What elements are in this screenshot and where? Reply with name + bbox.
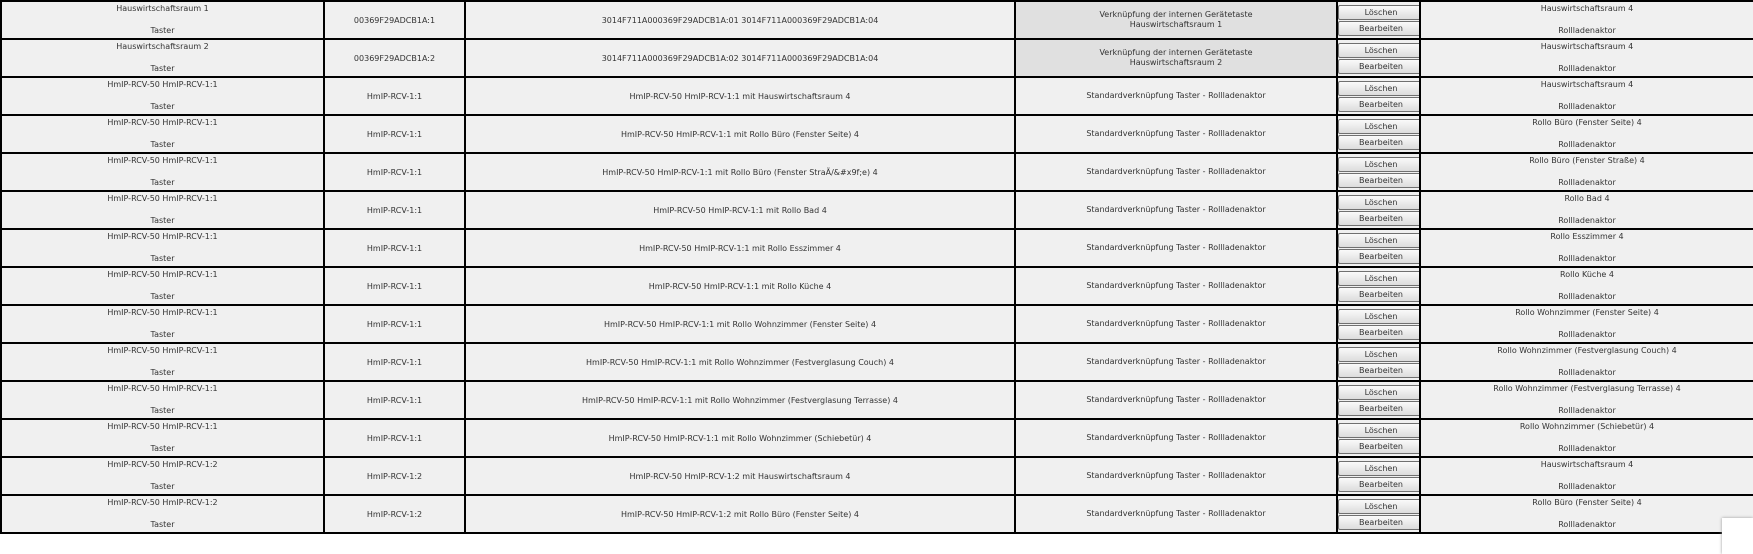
- sender-address-cell: [324, 77, 465, 115]
- receiver-name: Hauswirtschaftsraum 4: [1540, 4, 1634, 13]
- link-row: [1, 153, 1753, 191]
- description-cell: [1015, 267, 1337, 305]
- sender-name: HmIP-RCV-50 HmIP-RCV-1:1: [107, 270, 218, 279]
- receiver-cell: [1420, 115, 1753, 153]
- receiver-cell: [1420, 343, 1753, 381]
- link-name-cell: [465, 229, 1015, 267]
- receiver-cell: [1420, 229, 1753, 267]
- link-name-cell: [465, 191, 1015, 229]
- link-description-line: Standardverknüpfung Taster - Rollladenaktor: [1086, 509, 1266, 518]
- sender-type: Taster: [150, 444, 175, 453]
- link-row: [1, 267, 1753, 305]
- sender-address: HmIP-RCV-1:1: [366, 357, 423, 367]
- sender-cell: [1, 229, 324, 267]
- link-description: [1016, 129, 1336, 139]
- link-row: [1, 495, 1753, 533]
- link-name: HmIP-RCV-50 HmIP-RCV-1:2 mit Hauswirtschaftsraum 4: [629, 471, 851, 481]
- link-row: [1, 115, 1753, 153]
- receiver-cell: [1420, 305, 1753, 343]
- receiver-name: Hauswirtschaftsraum 4: [1540, 460, 1634, 469]
- actions-cell: [1337, 115, 1420, 153]
- actions-cell: [1337, 305, 1420, 343]
- link-description-line: Hauswirtschaftsraum 1: [1129, 20, 1223, 29]
- link-description: [1016, 395, 1336, 405]
- link-description-line: Hauswirtschaftsraum 2: [1129, 58, 1223, 67]
- sender-name: Hauswirtschaftsraum 1: [116, 4, 209, 13]
- sender-cell: [1, 343, 324, 381]
- delete-button[interactable]: Löschen: [1338, 461, 1420, 476]
- sender-type: Taster: [150, 482, 175, 491]
- link-description-line: Standardverknüpfung Taster - Rollladenaktor: [1086, 91, 1266, 100]
- sender-type: Taster: [150, 26, 175, 35]
- receiver-cell: [1420, 1, 1753, 39]
- sender-address-cell: [324, 229, 465, 267]
- sender-address-cell: [324, 191, 465, 229]
- link-name: HmIP-RCV-50 HmIP-RCV-1:1 mit Rollo Büro (Fenster Seite) 4: [621, 129, 859, 139]
- sender-name: HmIP-RCV-50 HmIP-RCV-1:1: [107, 232, 218, 241]
- actions-cell: [1337, 267, 1420, 305]
- actions-cell: [1337, 77, 1420, 115]
- sender-address: HmIP-RCV-1:1: [366, 205, 423, 215]
- sender-type: Taster: [150, 216, 175, 225]
- link-name: HmIP-RCV-50 HmIP-RCV-1:1 mit Hauswirtschaftsraum 4: [629, 91, 851, 101]
- sender-cell: [1, 115, 324, 153]
- sender-address: HmIP-RCV-1:1: [366, 395, 423, 405]
- sender-name: HmIP-RCV-50 HmIP-RCV-1:1: [107, 156, 218, 165]
- sender-type: Taster: [150, 406, 175, 415]
- link-description-line: Standardverknüpfung Taster - Rollladenaktor: [1086, 281, 1266, 290]
- receiver-type: Rollladenaktor: [1558, 520, 1616, 529]
- link-description-line: Standardverknüpfung Taster - Rollladenaktor: [1086, 129, 1266, 138]
- sender-name: HmIP-RCV-50 HmIP-RCV-1:2: [107, 498, 218, 507]
- sender-address-cell: [324, 39, 465, 77]
- link-row: [1, 381, 1753, 419]
- link-name-cell: [465, 495, 1015, 533]
- description-cell: [1015, 39, 1337, 77]
- link-description-line: Standardverknüpfung Taster - Rollladenaktor: [1086, 243, 1266, 252]
- sender-address: HmIP-RCV-1:1: [366, 319, 423, 329]
- receiver-type: Rollladenaktor: [1558, 330, 1616, 339]
- sender-address-cell: [324, 419, 465, 457]
- sender-address-cell: [324, 305, 465, 343]
- edit-button[interactable]: Bearbeiten: [1338, 173, 1420, 188]
- delete-button[interactable]: Löschen: [1338, 271, 1420, 286]
- sender-cell: [1, 191, 324, 229]
- link-row: [1, 457, 1753, 495]
- actions-cell: [1337, 495, 1420, 533]
- edit-button[interactable]: Bearbeiten: [1338, 363, 1420, 378]
- link-name-cell: [465, 343, 1015, 381]
- actions-cell: [1337, 229, 1420, 267]
- sender-name: HmIP-RCV-50 HmIP-RCV-1:1: [107, 308, 218, 317]
- sender-type: Taster: [150, 64, 175, 73]
- sender-cell: [1, 381, 324, 419]
- receiver-type: Rollladenaktor: [1558, 444, 1616, 453]
- description-cell: [1015, 153, 1337, 191]
- edit-button[interactable]: Bearbeiten: [1338, 249, 1420, 264]
- link-row: [1, 343, 1753, 381]
- receiver-name: Rollo Küche 4: [1560, 270, 1614, 279]
- link-row: [1, 305, 1753, 343]
- delete-button[interactable]: Löschen: [1338, 347, 1420, 362]
- receiver-name: Rollo Wohnzimmer (Fenster Seite) 4: [1515, 308, 1659, 317]
- link-description-line: Standardverknüpfung Taster - Rollladenaktor: [1086, 433, 1266, 442]
- sender-cell: [1, 153, 324, 191]
- link-name-cell: [465, 39, 1015, 77]
- receiver-type: Rollladenaktor: [1558, 178, 1616, 187]
- sender-address: HmIP-RCV-1:1: [366, 91, 423, 101]
- sender-address-cell: [324, 343, 465, 381]
- sender-cell: [1, 457, 324, 495]
- receiver-cell: [1420, 495, 1753, 533]
- link-name: HmIP-RCV-50 HmIP-RCV-1:1 mit Rollo Bad 4: [653, 205, 827, 215]
- sender-name: HmIP-RCV-50 HmIP-RCV-1:1: [107, 422, 218, 431]
- delete-button[interactable]: Löschen: [1338, 5, 1420, 20]
- link-name: HmIP-RCV-50 HmIP-RCV-1:1 mit Rollo Wohnzimmer (Schiebetür) 4: [608, 433, 872, 443]
- delete-button[interactable]: Löschen: [1338, 195, 1420, 210]
- sender-cell: [1, 39, 324, 77]
- link-name: HmIP-RCV-50 HmIP-RCV-1:1 mit Rollo Wohnzimmer (Festverglasung Couch) 4: [586, 357, 894, 367]
- link-name-cell: [465, 457, 1015, 495]
- actions-cell: [1337, 381, 1420, 419]
- sender-cell: [1, 305, 324, 343]
- receiver-type: Rollladenaktor: [1558, 482, 1616, 491]
- actions-cell: [1337, 1, 1420, 39]
- link-row: [1, 77, 1753, 115]
- receiver-cell: [1420, 191, 1753, 229]
- description-cell: [1015, 77, 1337, 115]
- sender-type: Taster: [150, 254, 175, 263]
- link-row: [1, 39, 1753, 77]
- link-name: HmIP-RCV-50 HmIP-RCV-1:1 mit Rollo Esszimmer 4: [639, 243, 841, 253]
- link-row: [1, 1, 1753, 39]
- delete-button[interactable]: Löschen: [1338, 119, 1420, 134]
- receiver-type: Rollladenaktor: [1558, 216, 1616, 225]
- link-name-cell: [465, 1, 1015, 39]
- link-description: [1016, 205, 1336, 215]
- receiver-name: Rollo Büro (Fenster Straße) 4: [1529, 156, 1645, 165]
- receiver-cell: [1420, 457, 1753, 495]
- actions-cell: [1337, 343, 1420, 381]
- link-description-line: Standardverknüpfung Taster - Rollladenaktor: [1086, 357, 1266, 366]
- link-name-cell: [465, 419, 1015, 457]
- edit-button[interactable]: Bearbeiten: [1338, 439, 1420, 454]
- sender-address: HmIP-RCV-1:2: [366, 471, 423, 481]
- sender-address: 00369F29ADCB1A:2: [353, 53, 436, 63]
- description-cell: [1015, 115, 1337, 153]
- edit-button[interactable]: Bearbeiten: [1338, 515, 1420, 530]
- edit-button[interactable]: Bearbeiten: [1338, 21, 1420, 36]
- sender-cell: [1, 1, 324, 39]
- sender-address: HmIP-RCV-1:1: [366, 281, 423, 291]
- edit-button[interactable]: Bearbeiten: [1338, 287, 1420, 302]
- delete-button[interactable]: Löschen: [1338, 233, 1420, 248]
- link-description: [1016, 10, 1336, 30]
- link-description: [1016, 509, 1336, 519]
- direct-links-tbody: [1, 1, 1753, 533]
- receiver-name: Rollo Büro (Fenster Seite) 4: [1532, 118, 1642, 127]
- link-description: [1016, 243, 1336, 253]
- receiver-type: Rollladenaktor: [1558, 254, 1616, 263]
- link-name: 3014F711A000369F29ADCB1A:02 3014F711A000369F29ADCB1A:04: [601, 53, 879, 63]
- receiver-name: Rollo Bad 4: [1564, 194, 1610, 203]
- link-name-cell: [465, 115, 1015, 153]
- sender-name: HmIP-RCV-50 HmIP-RCV-1:1: [107, 80, 218, 89]
- sender-address: 00369F29ADCB1A:1: [353, 15, 436, 25]
- receiver-type: Rollladenaktor: [1558, 368, 1616, 377]
- sender-address-cell: [324, 457, 465, 495]
- description-cell: [1015, 1, 1337, 39]
- sender-cell: [1, 495, 324, 533]
- sender-name: HmIP-RCV-50 HmIP-RCV-1:1: [107, 118, 218, 127]
- link-name: HmIP-RCV-50 HmIP-RCV-1:1 mit Rollo Wohnzimmer (Fenster Seite) 4: [603, 319, 877, 329]
- link-description: [1016, 281, 1336, 291]
- link-description: [1016, 48, 1336, 68]
- delete-button[interactable]: Löschen: [1338, 157, 1420, 172]
- edit-button[interactable]: Bearbeiten: [1338, 401, 1420, 416]
- link-row: [1, 229, 1753, 267]
- sender-address: HmIP-RCV-1:1: [366, 243, 423, 253]
- link-description-line: Verknüpfung der internen Gerätetaste: [1099, 48, 1253, 57]
- receiver-cell: [1420, 267, 1753, 305]
- link-description-line: Verknüpfung der internen Gerätetaste: [1099, 10, 1253, 19]
- delete-button[interactable]: Löschen: [1338, 499, 1420, 514]
- actions-cell: [1337, 153, 1420, 191]
- link-description: [1016, 471, 1336, 481]
- sender-cell: [1, 77, 324, 115]
- link-description: [1016, 433, 1336, 443]
- description-cell: [1015, 229, 1337, 267]
- receiver-name: Hauswirtschaftsraum 4: [1540, 80, 1634, 89]
- sender-name: HmIP-RCV-50 HmIP-RCV-1:1: [107, 194, 218, 203]
- link-description: [1016, 357, 1336, 367]
- link-name: HmIP-RCV-50 HmIP-RCV-1:1 mit Rollo Wohnzimmer (Festverglasung Terrasse) 4: [582, 395, 898, 405]
- sender-name: HmIP-RCV-50 HmIP-RCV-1:2: [107, 460, 218, 469]
- sender-address-cell: [324, 153, 465, 191]
- link-description-line: Standardverknüpfung Taster - Rollladenaktor: [1086, 319, 1266, 328]
- link-description: [1016, 167, 1336, 177]
- link-name-cell: [465, 153, 1015, 191]
- link-name: HmIP-RCV-50 HmIP-RCV-1:2 mit Rollo Büro (Fenster Seite) 4: [621, 509, 859, 519]
- edit-button[interactable]: Bearbeiten: [1338, 325, 1420, 340]
- receiver-cell: [1420, 77, 1753, 115]
- edit-button[interactable]: Bearbeiten: [1338, 97, 1420, 112]
- description-cell: [1015, 419, 1337, 457]
- delete-button[interactable]: Löschen: [1338, 81, 1420, 96]
- sender-name: HmIP-RCV-50 HmIP-RCV-1:1: [107, 346, 218, 355]
- description-cell: [1015, 381, 1337, 419]
- edit-button[interactable]: Bearbeiten: [1338, 59, 1420, 74]
- edit-button[interactable]: Bearbeiten: [1338, 135, 1420, 150]
- sender-address-cell: [324, 115, 465, 153]
- delete-button[interactable]: Löschen: [1338, 43, 1420, 58]
- link-description-line: Standardverknüpfung Taster - Rollladenaktor: [1086, 167, 1266, 176]
- actions-cell: [1337, 457, 1420, 495]
- receiver-type: Rollladenaktor: [1558, 140, 1616, 149]
- link-name-cell: [465, 381, 1015, 419]
- receiver-name: Rollo Esszimmer 4: [1550, 232, 1624, 241]
- delete-button[interactable]: Löschen: [1338, 309, 1420, 324]
- description-cell: [1015, 343, 1337, 381]
- sender-cell: [1, 267, 324, 305]
- sender-type: Taster: [150, 292, 175, 301]
- sender-address-cell: [324, 1, 465, 39]
- receiver-cell: [1420, 153, 1753, 191]
- actions-cell: [1337, 39, 1420, 77]
- link-description: [1016, 319, 1336, 329]
- sender-type: Taster: [150, 178, 175, 187]
- link-description-line: Standardverknüpfung Taster - Rollladenaktor: [1086, 471, 1266, 480]
- sender-type: Taster: [150, 102, 175, 111]
- link-description: [1016, 91, 1336, 101]
- sender-cell: [1, 419, 324, 457]
- sender-address: HmIP-RCV-1:1: [366, 167, 423, 177]
- link-description-line: Standardverknüpfung Taster - Rollladenaktor: [1086, 395, 1266, 404]
- sender-address-cell: [324, 495, 465, 533]
- receiver-cell: [1420, 39, 1753, 77]
- actions-cell: [1337, 419, 1420, 457]
- link-name: HmIP-RCV-50 HmIP-RCV-1:1 mit Rollo Büro (Fenster StraÃ/&#x9f;e) 4: [602, 167, 878, 177]
- receiver-name: Rollo Wohnzimmer (Festverglasung Couch) 4: [1497, 346, 1677, 355]
- receiver-type: Rollladenaktor: [1558, 406, 1616, 415]
- delete-button[interactable]: Löschen: [1338, 385, 1420, 400]
- description-cell: [1015, 457, 1337, 495]
- link-name-cell: [465, 267, 1015, 305]
- link-name-cell: [465, 77, 1015, 115]
- receiver-type: Rollladenaktor: [1558, 102, 1616, 111]
- link-description-line: Standardverknüpfung Taster - Rollladenaktor: [1086, 205, 1266, 214]
- description-cell: [1015, 191, 1337, 229]
- edit-button[interactable]: Bearbeiten: [1338, 477, 1420, 492]
- scroll-corner: [1722, 518, 1753, 554]
- description-cell: [1015, 495, 1337, 533]
- sender-type: Taster: [150, 368, 175, 377]
- sender-address: HmIP-RCV-1:1: [366, 433, 423, 443]
- link-name: 3014F711A000369F29ADCB1A:01 3014F711A000369F29ADCB1A:04: [601, 15, 879, 25]
- actions-cell: [1337, 191, 1420, 229]
- receiver-name: Rollo Wohnzimmer (Festverglasung Terrasse) 4: [1493, 384, 1681, 393]
- delete-button[interactable]: Löschen: [1338, 423, 1420, 438]
- link-name-cell: [465, 305, 1015, 343]
- sender-address-cell: [324, 267, 465, 305]
- edit-button[interactable]: Bearbeiten: [1338, 211, 1420, 226]
- receiver-type: Rollladenaktor: [1558, 26, 1616, 35]
- link-row: [1, 419, 1753, 457]
- receiver-type: Rollladenaktor: [1558, 64, 1616, 73]
- receiver-name: Rollo Wohnzimmer (Schiebetür) 4: [1519, 422, 1655, 431]
- sender-address: HmIP-RCV-1:2: [366, 509, 423, 519]
- sender-name: HmIP-RCV-50 HmIP-RCV-1:1: [107, 384, 218, 393]
- sender-type: Taster: [150, 520, 175, 529]
- sender-name: Hauswirtschaftsraum 2: [116, 42, 209, 51]
- sender-address-cell: [324, 381, 465, 419]
- receiver-cell: [1420, 381, 1753, 419]
- receiver-name: Hauswirtschaftsraum 4: [1540, 42, 1634, 51]
- link-row: [1, 191, 1753, 229]
- sender-type: Taster: [150, 140, 175, 149]
- receiver-cell: [1420, 419, 1753, 457]
- receiver-name: Rollo Büro (Fenster Seite) 4: [1532, 498, 1642, 507]
- sender-address: HmIP-RCV-1:1: [366, 129, 423, 139]
- sender-type: Taster: [150, 330, 175, 339]
- description-cell: [1015, 305, 1337, 343]
- receiver-type: Rollladenaktor: [1558, 292, 1616, 301]
- link-name: HmIP-RCV-50 HmIP-RCV-1:1 mit Rollo Küche 4: [648, 281, 832, 291]
